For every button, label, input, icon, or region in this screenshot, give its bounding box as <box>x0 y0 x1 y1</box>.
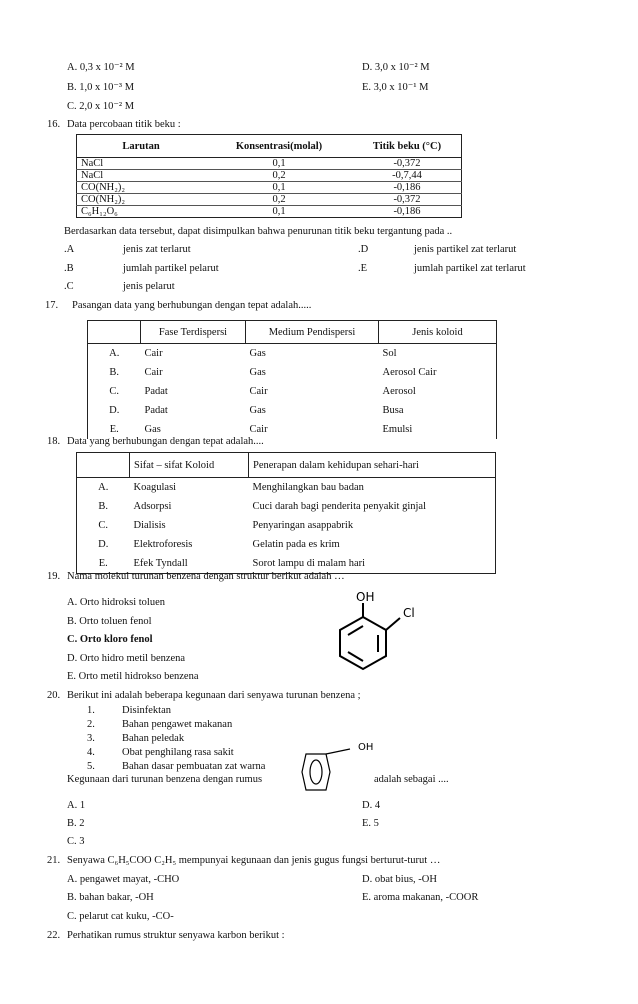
q18-cell: Adsorpsi <box>133 501 172 512</box>
q19-option-a[interactable]: A. Orto hidroksi toluen <box>67 597 165 608</box>
q16-cell: 0,1 <box>205 182 353 194</box>
q16-option-a[interactable]: jenis zat terlarut <box>123 244 191 255</box>
q20-item: Bahan pengawet makanan <box>122 719 233 730</box>
q20-item: Bahan peledak <box>122 733 185 744</box>
q17-row-label: D. <box>88 401 141 420</box>
q17-header-blank <box>88 321 141 344</box>
q18-cell: Gelatin pada es krim <box>249 535 496 554</box>
q17-cell: Gas <box>144 424 161 435</box>
ortho-chlorophenol-structure <box>320 585 430 695</box>
q20-stem-right: adalah sebagai .... <box>374 774 449 785</box>
q16-option-c-key[interactable]: .C <box>64 281 74 292</box>
table-row <box>88 344 497 364</box>
q15-option-a[interactable]: A. 0,3 x 10⁻² M <box>67 62 135 73</box>
q17-cell: Cair <box>144 367 163 378</box>
q20-item: Bahan dasar pembuatan zat warna <box>122 761 266 772</box>
q20-item-number: 1. <box>87 705 95 716</box>
q17-number: 17. <box>45 300 59 311</box>
q20-option-e[interactable]: E. 5 <box>362 818 379 829</box>
q16-conclusion: Berdasarkan data tersebut, dapat disimpulkan bahwa penurunan titik beku tergantung pada .. <box>64 226 453 237</box>
q16-option-e-key[interactable]: .E <box>358 263 368 274</box>
q16-cell: C₆H₁₂O₆ <box>77 206 206 218</box>
table-row <box>77 194 462 206</box>
q18-cell: Efek Tyndall <box>130 554 249 574</box>
q18-table <box>76 452 496 574</box>
q20-item-number: 4. <box>87 747 95 758</box>
q15-option-e[interactable]: E. 3,0 x 10⁻¹ M <box>362 82 429 93</box>
q16-header-konsentrasi: Konsentrasi(molal) <box>205 135 353 158</box>
q19-option-d[interactable]: D. Orto hidro metil benzena <box>67 653 186 664</box>
q20-item-number: 2. <box>87 719 95 730</box>
q16-cell: 0,2 <box>205 194 353 206</box>
q18-header-sifat: Sifat – sifat Koloid <box>130 453 249 478</box>
q17-cell: Sol <box>379 344 497 364</box>
q16-cell: -0,7,44 <box>353 170 462 182</box>
q16-option-e[interactable]: jumlah partikel zat terlarut <box>414 263 526 274</box>
q17-cell: Gas <box>249 367 266 378</box>
q18-row-label: A. <box>77 478 130 498</box>
q18-row-label: D. <box>77 535 130 554</box>
q18-cell: Koagulasi <box>133 482 177 493</box>
oh-label: OH <box>356 590 375 604</box>
q17-cell: Emulsi <box>379 420 497 439</box>
q16-option-a-key[interactable]: .A <box>64 244 75 255</box>
q16-option-c[interactable]: jenis pelarut <box>123 281 175 292</box>
q17-question: Pasangan data yang berhubungan dengan tepat adalah..... <box>72 300 312 311</box>
q16-cell: CO(NH₂)₂ <box>77 182 206 194</box>
q16-table <box>76 134 462 218</box>
table-row <box>77 478 496 498</box>
cl-label: Cl <box>403 606 415 620</box>
q21-question: Senyawa C₆H₅COO C₂H₅ mempunyai kegunaan dan jenis gugus fungsi berturut-turut … <box>67 855 441 866</box>
q18-question: Data yang berhubungan dengan tepat adalah.... <box>67 436 264 447</box>
q20-item-number: 5. <box>87 761 95 772</box>
q17-cell: Cair <box>249 424 268 435</box>
q19-option-c[interactable]: C. Orto kloro fenol <box>67 634 153 645</box>
table-row <box>88 382 497 401</box>
q17-cell: Padat <box>144 386 168 397</box>
table-row <box>88 363 497 382</box>
q20-option-d[interactable]: D. 4 <box>362 800 381 811</box>
q17-cell: Aerosol Cair <box>379 363 497 382</box>
q16-cell: NaCl <box>77 158 206 170</box>
q19-question: Nama molekul turunan benzena dengan struktur berikut adalah … <box>67 571 345 582</box>
q17-header-jenis: Jenis koloid <box>379 321 497 344</box>
q19-option-e[interactable]: E. Orto metil hidrokso benzena <box>67 671 199 682</box>
q16-option-d[interactable]: jenis partikel zat terlarut <box>414 244 517 255</box>
q17-cell: Padat <box>144 405 168 416</box>
q20-item: Obat penghilang rasa sakit <box>122 747 234 758</box>
q18-header-penerapan: Penerapan dalam kehidupan sehari-hari <box>249 453 496 478</box>
q17-cell: Gas <box>246 344 379 364</box>
q15-option-d[interactable]: D. 3,0 x 10⁻² M <box>362 62 430 73</box>
q20-option-b[interactable]: B. 2 <box>67 818 85 829</box>
table-row <box>88 401 497 420</box>
q18-cell: Elektroforesis <box>133 539 193 550</box>
q20-question: Berikut ini adalah beberapa kegunaan dari senyawa turunan benzena ; <box>67 690 361 701</box>
table-row <box>77 535 496 554</box>
q17-cell: Gas <box>249 405 266 416</box>
phenol-structure <box>296 736 376 792</box>
q21-option-b[interactable]: B. bahan bakar, -OH <box>67 892 154 903</box>
q16-option-b-key[interactable]: .B <box>64 263 74 274</box>
table-row <box>77 158 462 170</box>
q16-header-titik-beku: Titik beku (°C) <box>353 135 462 158</box>
q17-row-label: B. <box>88 363 141 382</box>
q19-number: 19. <box>47 571 61 582</box>
q17-cell: Busa <box>379 401 497 420</box>
q17-cell: Cair <box>141 344 246 364</box>
q18-cell: Cuci darah bagi penderita penyakit ginjal <box>249 497 496 516</box>
q16-number: 16. <box>47 119 61 130</box>
q17-row-label: E. <box>88 420 141 439</box>
q16-cell: -0,372 <box>353 158 462 170</box>
q20-stem-left: Kegunaan dari turunan benzena dengan rumus <box>67 774 263 785</box>
table-row <box>77 516 496 535</box>
q16-question: Data percobaan titik beku : <box>67 119 181 130</box>
q15-option-b[interactable]: B. 1,0 x 10⁻³ M <box>67 82 135 93</box>
q18-header-blank <box>77 453 130 478</box>
q16-header-larutan: Larutan <box>77 135 206 158</box>
q16-cell: 0,1 <box>205 206 353 218</box>
q16-option-d-key[interactable]: .D <box>358 244 369 255</box>
q18-row-label: E. <box>77 554 130 574</box>
q22-number: 22. <box>47 930 61 941</box>
table-row <box>77 497 496 516</box>
q21-option-a[interactable]: A. pengawet mayat, -CHO <box>67 874 180 885</box>
q17-table <box>87 320 497 439</box>
q17-row-label: C. <box>88 382 141 401</box>
q16-option-b[interactable]: jumlah partikel pelarut <box>123 263 219 274</box>
q18-row-label: B. <box>77 497 130 516</box>
q19-option-b[interactable]: B. Orto toluen fenol <box>67 616 152 627</box>
q16-cell: -0,372 <box>353 194 462 206</box>
q21-option-c[interactable]: C. pelarut cat kuku, -CO- <box>67 911 174 922</box>
q18-number: 18. <box>47 436 61 447</box>
q18-row-label: C. <box>77 516 130 535</box>
table-row <box>77 182 462 194</box>
q20-option-c[interactable]: C. 3 <box>67 836 85 847</box>
q16-cell: CO(NH₂)₂ <box>77 194 206 206</box>
q17-header-fase: Fase Terdispersi <box>141 321 246 344</box>
q15-option-c[interactable]: C. 2,0 x 10⁻² M <box>67 101 135 112</box>
table-row <box>77 206 462 218</box>
table-row <box>77 170 462 182</box>
q22-question: Perhatikan rumus struktur senyawa karbon berikut : <box>67 930 285 941</box>
q17-cell: Aerosol <box>379 382 497 401</box>
q21-number: 21. <box>47 855 61 866</box>
q17-row-label: A. <box>88 344 141 364</box>
q20-item: Disinfektan <box>122 705 171 716</box>
q16-cell: -0,186 <box>353 182 462 194</box>
q20-item-number: 3. <box>87 733 95 744</box>
q16-cell: -0,186 <box>353 206 462 218</box>
q17-cell: Cair <box>249 386 268 397</box>
q17-header-medium: Medium Pendispersi <box>246 321 379 344</box>
q21-option-e[interactable]: E. aroma makanan, -COOR <box>362 892 479 903</box>
q18-cell: Sorot lampu di malam hari <box>249 554 496 574</box>
q20-number: 20. <box>47 690 61 701</box>
q16-cell: 0,2 <box>205 170 353 182</box>
q21-option-d[interactable]: D. obat bius, -OH <box>362 874 437 885</box>
oh-label: OH <box>358 742 374 753</box>
q16-cell: 0,1 <box>205 158 353 170</box>
q16-cell: NaCl <box>77 170 206 182</box>
q18-cell: Menghilangkan bau badan <box>249 478 496 498</box>
q18-cell: Penyaringan asappabrik <box>249 516 496 535</box>
q18-cell: Dialisis <box>133 520 166 531</box>
q20-option-a[interactable]: A. 1 <box>67 800 86 811</box>
